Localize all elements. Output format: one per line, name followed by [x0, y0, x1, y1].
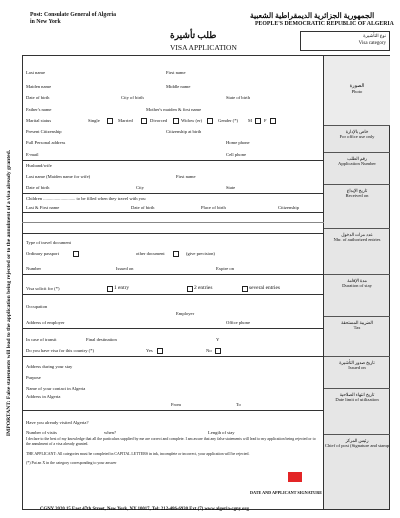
footer: CGNY 2020 15 East 47th Street, New York, NY 10017, Tel: 212-486-6930 Ext (7) www.algeria-cgny.org — [40, 507, 249, 512]
issued-on: تاريخ صدور التأشيرة Issued on — [324, 357, 390, 389]
separator — [22, 233, 324, 234]
duration-of-stay: مدة الإقامة Duration of stay — [324, 275, 390, 317]
visa-title-arabic: طلب تأشيرة — [170, 30, 217, 40]
doc-type-row: Type of travel document — [26, 240, 71, 245]
visa-title: VISA APPLICATION — [170, 43, 237, 52]
separator — [22, 193, 324, 194]
separator — [22, 328, 324, 329]
purpose-row[interactable]: Purpose — [26, 375, 41, 380]
separator — [22, 160, 324, 161]
spouse-header: Husband/wife — [26, 163, 52, 168]
country-name: PEOPLE'S DEMOCRATIC REPUBLIC OF ALGERIA — [255, 21, 394, 27]
tax: الضريبة المستحقة Tax — [324, 317, 390, 357]
contact-row[interactable]: Name of your contact in Algeria — [26, 386, 86, 391]
side-warning: IMPORTANT: False statements will lead to the application being rejected or to the annulment of a visa already granted. — [6, 149, 12, 436]
office-panel — [324, 55, 390, 510]
stay-address-row[interactable]: Address during your stay — [26, 364, 73, 369]
valid-visa-row[interactable]: Do you have visa for this country (*) Yes No — [26, 348, 318, 353]
application-number: رقم الطلب Application Number — [324, 153, 390, 185]
contact-address-row[interactable]: Address in Algeria — [26, 394, 61, 399]
received-on: تاريخ الإيداع Received on — [324, 185, 390, 229]
birth-row[interactable]: Date of birth City of birth State of birth — [26, 95, 250, 100]
visited-row[interactable]: Have you already visited Algeria? — [26, 420, 89, 425]
maiden-row[interactable]: Maiden name Middle name — [26, 84, 191, 89]
visa-category-box[interactable]: نوع التأشيرة Visa category — [300, 31, 390, 51]
marital-row[interactable]: Marital status Single Married Divorced Widow (er) Gender (*) M F — [26, 118, 318, 123]
separator — [22, 222, 324, 223]
signature-box[interactable] — [288, 472, 302, 482]
x-note: (*) Put an X in the category corresponding to your answer — [26, 461, 117, 465]
children-row: Children ............................ to be filled when they travel with you — [26, 196, 146, 201]
post-header: Post: Consulate General of Algeria in New York — [30, 12, 116, 25]
citizenship-row[interactable]: Present Citizenship Citizenship at birth — [26, 129, 202, 134]
doc-number-row[interactable]: Number Issued on Expire on — [26, 266, 234, 271]
authorized-entries: عدد مرات الدخول Nbr. of authorized entries — [324, 229, 390, 275]
separator — [22, 410, 324, 411]
employer-address-row[interactable]: Address of employer Office phone — [26, 320, 251, 325]
parents-row[interactable]: Father's name Mother's maiden & first name — [26, 107, 202, 112]
declaration-note: I declare to the best of my knowledge that all the particulars supplied by me are correct and complete. I am aware that any false statements will lead to my application being rejected or to the annulment of a visa already granted. — [26, 437, 316, 446]
separator — [22, 294, 324, 295]
photo-box[interactable]: الصورة Photo — [324, 56, 390, 126]
children-cols[interactable]: Last & First name Date of birth Place of birth Citizenship — [26, 205, 299, 210]
capital-letters-note: THE APPLICANT: All categories must be completed in CAPITAL LETTERS in ink, incomplete or incorrect, your application will be rejected. — [26, 452, 250, 456]
country-name-arabic: الجمهورية الجزائرية الديمقراطية الشعبية — [250, 11, 375, 20]
entries-row[interactable]: Visa solicit for (*) 1 entry 2 entries several entries — [26, 285, 280, 291]
office-use: خاص بالإدارة For office use only — [324, 126, 390, 153]
spouse-name-row[interactable]: Last name (Maiden name for wife) First name — [26, 174, 196, 179]
name-row[interactable]: Last name First name — [26, 70, 186, 75]
date-limit: تاريخ انتهاء الصلاحية Date limit of utilization — [324, 389, 390, 435]
doc-kind-row[interactable]: Ordinary passport other document (give precision) — [26, 251, 215, 256]
spouse-birth-row[interactable]: Date of birth City State — [26, 185, 236, 190]
separator — [22, 274, 324, 275]
chief-of-post: رئيس المركز Chief of post (Signature and stamp — [324, 438, 390, 448]
separator — [22, 212, 324, 213]
visits-row[interactable]: Number of visits when? Length of stay — [26, 430, 235, 435]
address-row[interactable]: Full Personal address Home phone — [26, 140, 250, 145]
transit-row[interactable]: In case of transit Final destination Y — [26, 337, 220, 342]
email-row[interactable]: E-mail Cell phone — [26, 152, 247, 157]
separator — [22, 356, 324, 357]
signature-label: DATE AND APPLICANT SIGNATURE — [250, 490, 323, 495]
occupation-row[interactable]: Occupation — [26, 304, 48, 309]
